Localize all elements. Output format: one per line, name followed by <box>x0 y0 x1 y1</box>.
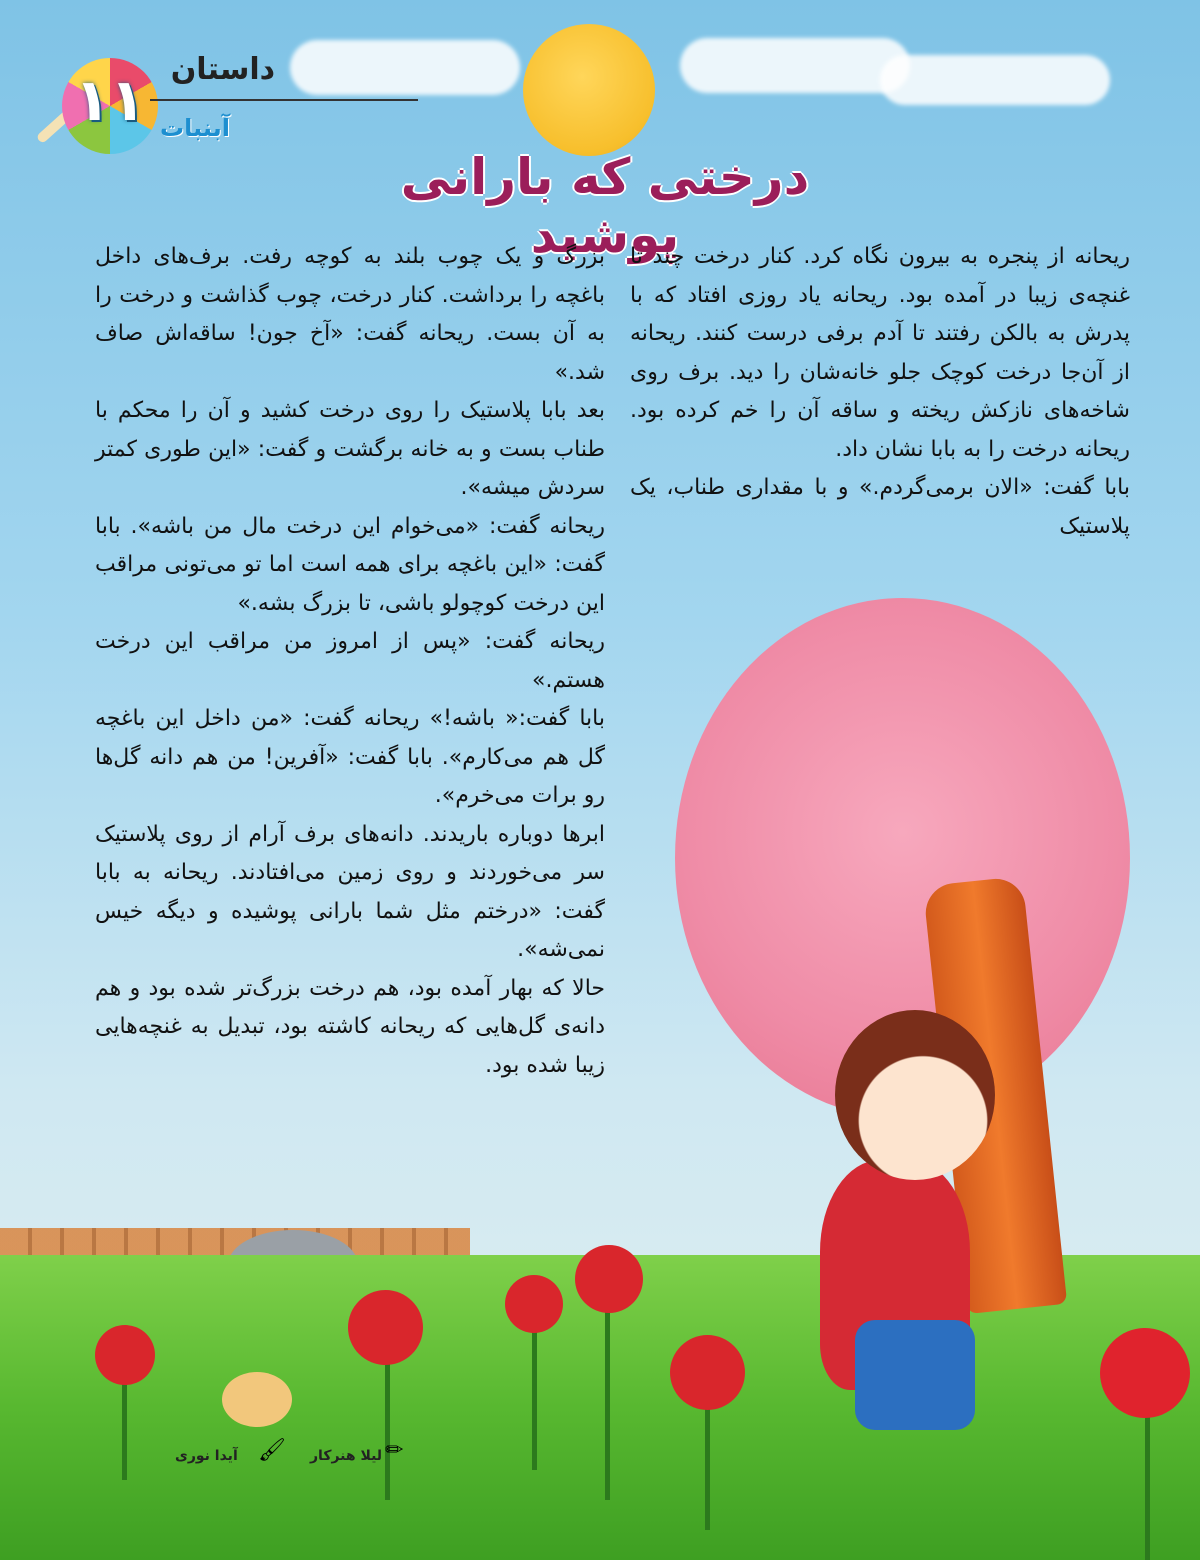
red-daisy-illustration <box>1100 1328 1190 1418</box>
paragraph: بابا گفت: «الان برمی‌گردم.» و با مقداری طناب، یک پلاستیک <box>630 475 1130 539</box>
paragraph: بابا گفت:« باشه!» ریحانه گفت: «من داخل این باغچه گل هم می‌کارم». بابا گفت: «آفرین! من هم دانه گل‌ها رو برات می‌خرم». <box>95 706 605 808</box>
paragraph: حالا که بهار آمده بود، هم درخت بزرگ‌تر شده بود و هم دانه‌ی گل‌هایی که ریحانه کاشته بود، تبدیل به غنچه‌هایی زیبا شده بود. <box>95 975 605 1078</box>
girl-head-illustration <box>835 1010 995 1180</box>
red-flower-illustration <box>670 1335 745 1410</box>
illustrator-credit: آیدا نوری <box>175 1448 238 1464</box>
magazine-logo: آبنبات <box>160 114 230 142</box>
red-flower-illustration <box>95 1325 155 1385</box>
paragraph: ریحانه گفت: «می‌خوام این درخت مال من باشه». بابا گفت: «این باغچه برای همه است اما تو می‌تونی مراقب این درخت کوچولو باشی، تا بزرگ بشه.» <box>95 513 605 616</box>
red-flower-illustration <box>575 1245 643 1313</box>
header-divider <box>150 99 418 101</box>
paragraph: ریحانه گفت: «پس از امروز من مراقب این درخت هستم.» <box>95 629 605 693</box>
paragraph: ابرها دوباره باریدند. دانه‌های برف آرام از روی پلاستیک سر می‌خوردند و روی زمین می‌افتادند. ریحانه به بابا گفت: «درختم مثل شما بارانی پوشیده و دیگه خیس نمی‌شه». <box>95 821 605 962</box>
section-label: داستان <box>170 52 275 87</box>
page-number: ۱۱ <box>74 66 146 134</box>
cloud <box>880 55 1110 105</box>
story-column-right <box>630 238 1130 546</box>
cloud <box>290 40 520 95</box>
paragraph: بزرگ و یک چوب بلند به کوچه رفت. برف‌های داخل باغچه را برداشت. کنار درخت، چوب گذاشت و درخت را به آن بست. ریحانه گفت: «آخ جون! ساقه‌اش صاف شد.» <box>95 244 605 385</box>
watering-can-illustration <box>855 1320 975 1430</box>
sun-illustration <box>523 24 655 156</box>
flower-stem <box>605 1300 610 1500</box>
paragraph: بعد بابا پلاستیک را روی درخت کشید و آن را محکم با طناب بست و به خانه برگشت و گفت: «این طوری کمتر سردش میشه». <box>95 398 605 500</box>
paintbrush-icon: 🖌 <box>258 1438 286 1463</box>
paragraph: ریحانه از پنجره به بیرون نگاه کرد. کنار درخت چند تا غنچه‌ی زیبا در آمده بود. ریحانه یاد روزی افتاد که با پدرش به بالکن رفتند تا آدم برفی درست کنند. ریحانه از آن‌جا درخت کوچک جلو خانه‌شان را دید. برف روی شاخه‌های نازکش ریخته و ساقه آن را خم کرده بود. ریحانه درخت را به بابا نشان داد. <box>630 244 1130 462</box>
writer-credit: لیلا هنرکار <box>310 1448 383 1464</box>
pencil-icon: ✏ <box>385 1438 404 1463</box>
cloud <box>680 38 910 93</box>
story-column-left <box>95 238 605 1085</box>
story-title: درختی که بارانی پوشید <box>400 148 810 264</box>
red-flower-illustration <box>348 1290 423 1365</box>
red-flower-illustration <box>505 1275 563 1333</box>
bird-illustration <box>222 1372 292 1427</box>
flower-stem <box>532 1320 537 1470</box>
